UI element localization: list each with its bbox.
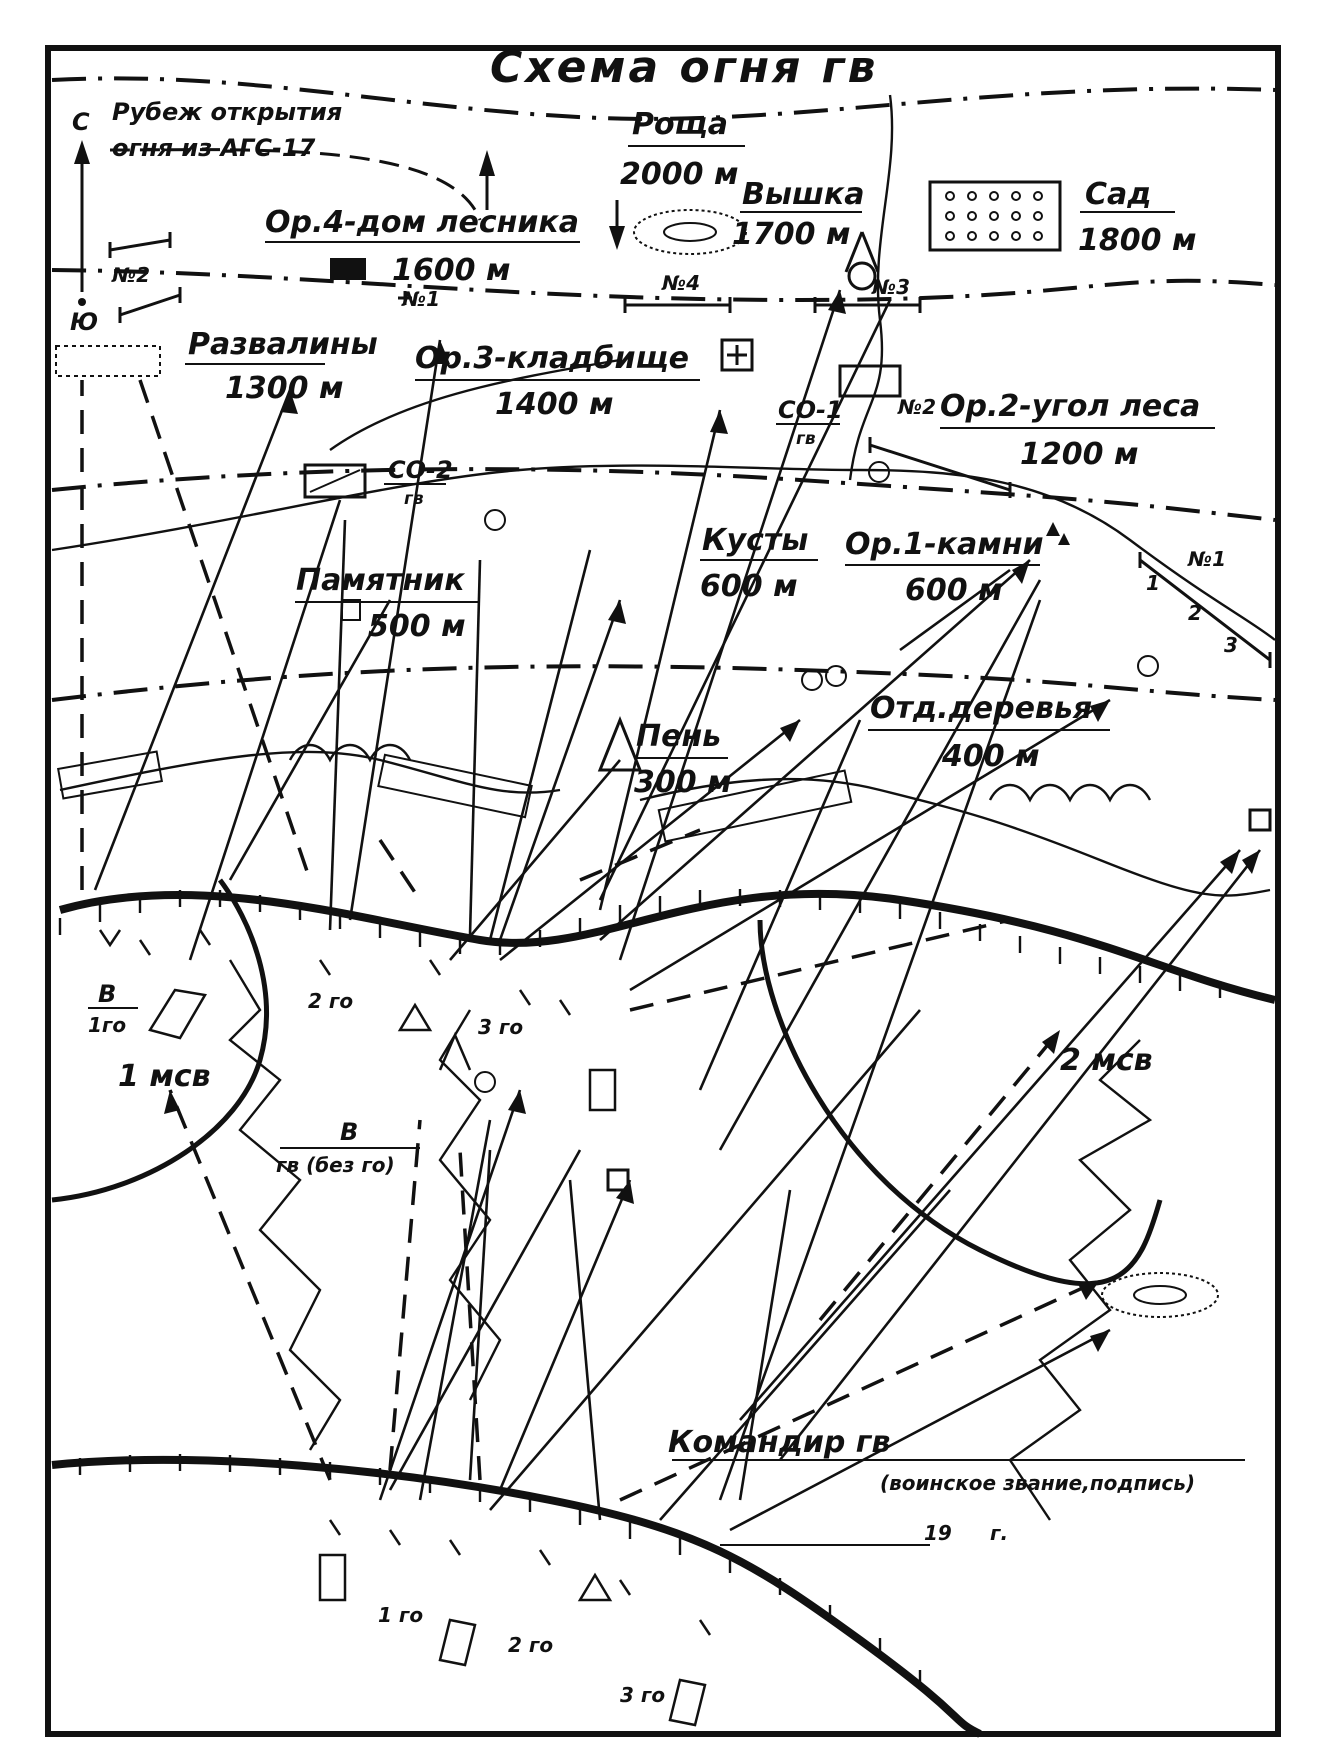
compass-dot — [78, 298, 86, 306]
or3-name: Ор.3-кладбище — [415, 341, 689, 376]
ruins-distance: 1300 м — [225, 371, 344, 406]
compass-south-label: Ю — [70, 308, 99, 336]
trees-name: Отд.деревья — [870, 691, 1093, 726]
grove-name: Роща — [632, 107, 729, 142]
or1-distance: 600 м — [905, 573, 1003, 608]
rank-signature-label: (воинское звание,подпись) — [880, 1471, 1196, 1495]
stones-symbol — [1046, 522, 1060, 536]
sector-division-2: 2 — [1188, 601, 1202, 625]
commander-label: Командир гв — [668, 1425, 891, 1460]
year-suffix: г. — [990, 1521, 1009, 1545]
sector-n1-top: №1 — [402, 287, 440, 311]
garden-name: Сад — [1085, 177, 1152, 212]
unit-1go-rear: 1 го — [378, 1603, 424, 1627]
unit-3go-rear: 3 го — [620, 1683, 666, 1707]
reserve-1go-label: В — [98, 980, 117, 1008]
bushes-name: Кусты — [702, 523, 809, 558]
post-symbol-right — [1250, 810, 1270, 830]
reserve-gv-label: В — [340, 1118, 359, 1146]
stones-symbol-2 — [1058, 533, 1070, 545]
garden-dots — [946, 192, 1042, 240]
or2-distance: 1200 м — [1020, 437, 1139, 472]
rear-line — [52, 1460, 980, 1734]
reserve-1go-sublabel: 1го — [88, 1013, 127, 1037]
compass-north-label: С — [72, 108, 90, 136]
trees-distance: 400 м — [942, 739, 1040, 774]
hill-symbol-inner — [664, 223, 716, 241]
road — [52, 466, 1275, 640]
hill-symbol — [634, 210, 746, 254]
minefield-left — [378, 755, 531, 817]
co2-label: СО-2 — [388, 456, 453, 484]
ruins-symbol — [56, 346, 160, 376]
boundary-line-co — [52, 469, 1275, 520]
unit-1msv: 1 мсв — [118, 1059, 211, 1094]
unit-2go-rear: 2 го — [508, 1633, 554, 1657]
sun-landmark-symbol — [485, 510, 505, 530]
or4-distance: 1600 м — [392, 253, 511, 288]
co2-sublabel: гв — [404, 489, 424, 509]
year-prefix: 19 — [924, 1521, 952, 1545]
stump-distance: 300 м — [634, 765, 732, 800]
garden-distance: 1800 м — [1078, 223, 1197, 258]
unit-3go-front: 3 го — [478, 1015, 524, 1039]
reserve-gv-sublabel: гв (без го) — [276, 1153, 395, 1177]
trench-right — [1010, 1040, 1150, 1520]
sector-division-1: 1 — [1146, 571, 1160, 595]
unit-2msv: 2 мсв — [1060, 1043, 1153, 1078]
sector-n2-left: №2 — [112, 263, 150, 287]
sector-n2-right: №2 — [898, 395, 936, 419]
sector-n3: №3 — [872, 275, 910, 299]
cemetery-cross — [727, 345, 747, 365]
or4-name: Ор.4-дом лесника — [265, 205, 579, 240]
bushes-distance: 600 м — [700, 569, 798, 604]
stump-name: Пень — [636, 719, 722, 754]
forester-house-symbol — [330, 258, 366, 280]
or1-name: Ор.1-камни — [845, 527, 1044, 562]
front-line — [60, 894, 1275, 1000]
sector-n1-right: №1 — [1188, 547, 1226, 571]
co1-label: СО-1 — [778, 396, 843, 424]
trench-left — [230, 960, 340, 1450]
hill-symbol-rear-inner — [1134, 1286, 1186, 1304]
or3-distance: 1400 м — [495, 387, 614, 422]
tower-name: Вышка — [742, 177, 865, 212]
tower-distance: 1700 м — [732, 217, 851, 252]
sector-n4: №4 — [662, 271, 700, 295]
unit-2go-front: 2 го — [308, 989, 354, 1013]
map-title: Схема огня гв — [490, 42, 879, 93]
ags-line-label-1: Рубеж открытия — [112, 98, 343, 126]
compass-north-arrow-icon — [74, 140, 90, 164]
stump-symbol — [600, 720, 640, 770]
monument-name: Памятник — [296, 563, 465, 598]
co1-symbol — [840, 366, 900, 396]
hill-symbol-rear — [1102, 1273, 1218, 1317]
sector-division-3: 3 — [1224, 633, 1238, 657]
monument-distance: 500 м — [368, 609, 466, 644]
ags-arrow-down-icon — [609, 226, 625, 250]
grove-distance: 2000 м — [620, 157, 739, 192]
tower-symbol — [846, 232, 878, 272]
concertina-right — [990, 785, 1150, 800]
ruins-name: Развалины — [188, 327, 378, 362]
co1-sublabel: гв — [796, 429, 816, 449]
ags-arrow-up-icon — [479, 150, 495, 176]
or2-name: Ор.2-угол леса — [940, 389, 1201, 424]
ags-line-label-2: огня из АГС-17 — [112, 134, 316, 162]
area-1msv — [52, 880, 266, 1200]
